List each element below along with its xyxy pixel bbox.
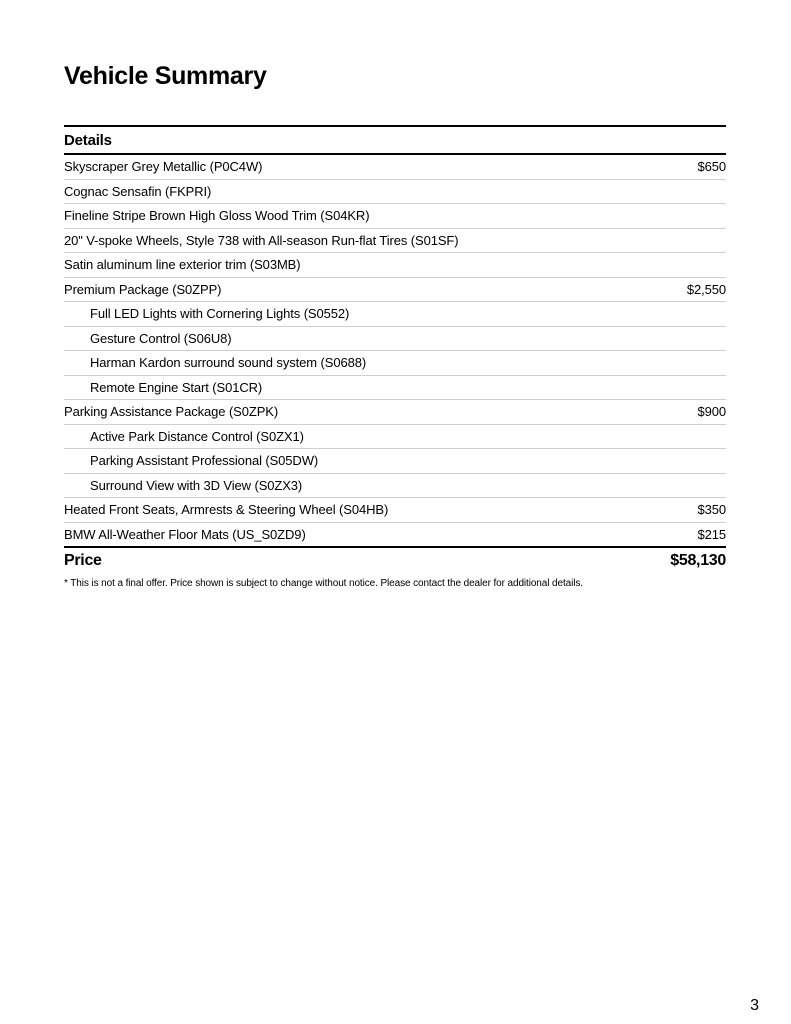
item-label: Harman Kardon surround sound system (S0688) <box>90 355 367 371</box>
package-sub-item <box>64 327 726 352</box>
item-label: Full LED Lights with Cornering Lights (S0552) <box>90 306 350 322</box>
detail-row <box>64 278 726 303</box>
details-list <box>64 155 726 548</box>
total-row <box>64 548 726 574</box>
detail-row <box>64 253 726 278</box>
details-header: Details <box>64 125 726 155</box>
detail-row <box>64 400 726 425</box>
total-label: Price <box>64 552 102 569</box>
total-price: $58,130 <box>670 552 726 569</box>
item-price: $900 <box>697 404 726 420</box>
package-sub-item <box>64 449 726 474</box>
item-label: Remote Engine Start (S01CR) <box>90 379 263 395</box>
detail-row <box>64 229 726 254</box>
package-sub-item <box>64 425 726 450</box>
item-label: Heated Front Seats, Armrests & Steering Wheel (S04HB) <box>64 502 389 518</box>
disclaimer: * This is not a final offer. Price shown is subject to change without notice. Please contact the dealer for additional details. <box>64 578 583 589</box>
package-sub-item <box>64 376 726 401</box>
item-price: $215 <box>697 526 726 542</box>
page-title: Vehicle Summary <box>64 62 267 90</box>
item-label: BMW All-Weather Floor Mats (US_S0ZD9) <box>64 526 306 542</box>
item-price: $2,550 <box>686 281 726 297</box>
item-label: 20" V-spoke Wheels, Style 738 with All-season Run-flat Tires (S01SF) <box>64 232 459 248</box>
item-label: Surround View with 3D View (S0ZX3) <box>90 477 303 493</box>
item-label: Satin aluminum line exterior trim (S03MB) <box>64 257 301 273</box>
item-label: Gesture Control (S06U8) <box>90 330 232 346</box>
item-label: Skyscraper Grey Metallic (P0C4W) <box>64 159 263 175</box>
package-sub-item <box>64 302 726 327</box>
item-label: Premium Package (S0ZPP) <box>64 281 222 297</box>
page-number: 3 <box>750 997 759 1014</box>
item-label: Fineline Stripe Brown High Gloss Wood Trim (S04KR) <box>64 208 370 224</box>
item-label: Parking Assistance Package (S0ZPK) <box>64 404 279 420</box>
package-sub-item <box>64 351 726 376</box>
vehicle-summary-table <box>64 125 726 589</box>
package-sub-item <box>64 474 726 499</box>
detail-row <box>64 204 726 229</box>
detail-row <box>64 180 726 205</box>
item-label: Cognac Sensafin (FKPRI) <box>64 183 212 199</box>
item-label: Parking Assistant Professional (S05DW) <box>90 453 319 469</box>
item-price: $650 <box>697 159 726 175</box>
detail-row <box>64 498 726 523</box>
item-label: Active Park Distance Control (S0ZX1) <box>90 428 304 444</box>
detail-row <box>64 155 726 180</box>
item-price: $350 <box>697 502 726 518</box>
detail-row <box>64 523 726 549</box>
